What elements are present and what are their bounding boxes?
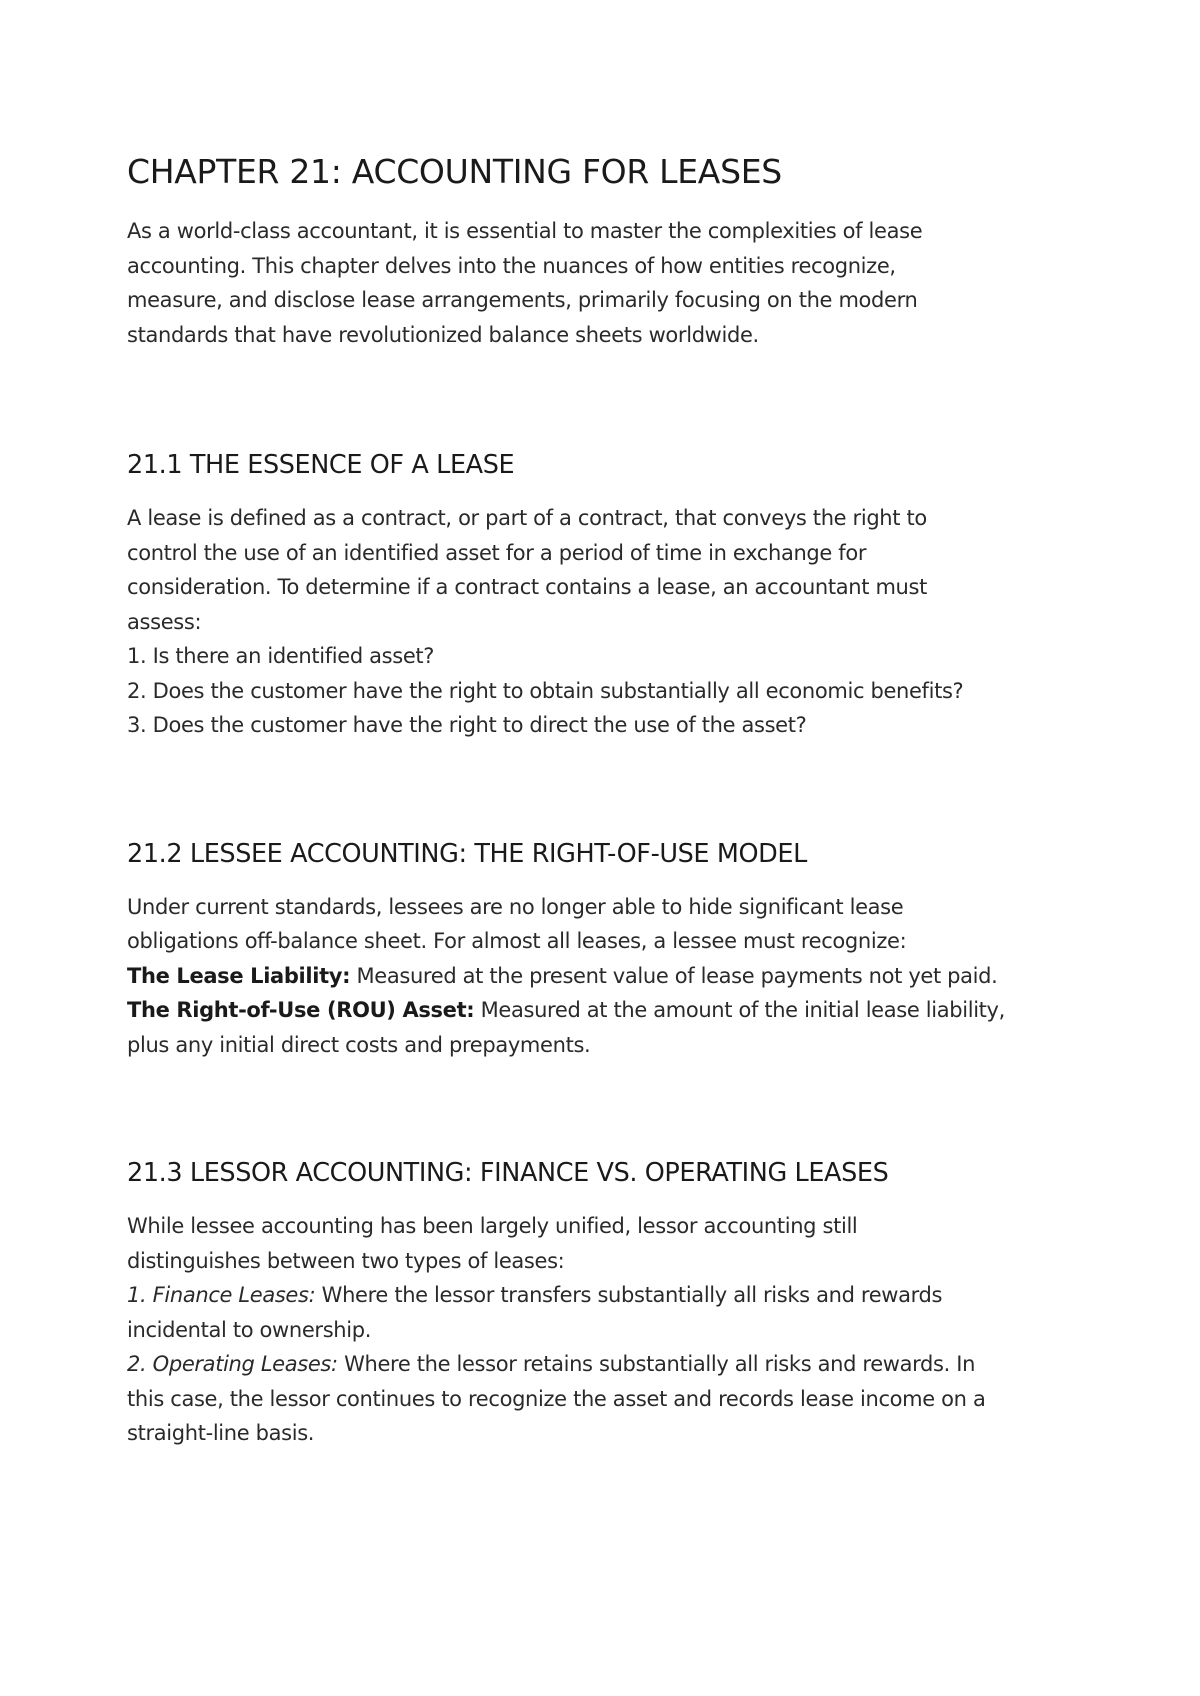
lease-liability-label: The Lease Liability: (127, 963, 351, 988)
section-2-body (127, 890, 1087, 1063)
section-1-body (127, 501, 1087, 743)
section-3-heading: 21.3 LESSOR ACCOUNTING: FINANCE VS. OPERATING LEASES (127, 1158, 889, 1188)
finance-leases-text-continued: incidental to ownership. (127, 1317, 372, 1342)
operating-leases-label: 2. Operating Leases: (127, 1352, 338, 1376)
section-3-line: While lessee accounting has been largely unified, lessor accounting still (127, 1214, 858, 1238)
intro-line: standards that have revolutionized balance sheets worldwide. (127, 322, 759, 347)
section-2-line: obligations off-balance sheet. For almost all leases, a lessee must recognize: (127, 929, 907, 953)
operating-leases-text-continued: straight-line basis. (127, 1421, 315, 1445)
section-2-heading: 21.2 LESSEE ACCOUNTING: THE RIGHT-OF-USE MODEL (127, 838, 807, 869)
finance-leases-item (127, 1278, 1087, 1313)
section-1-heading: 21.1 THE ESSENCE OF A LEASE (127, 450, 515, 480)
rou-asset-text: Measured at the amount of the initial lease liability, (474, 998, 1005, 1022)
rou-asset-label: The Right-of-Use (ROU) Asset: (127, 998, 475, 1022)
rou-asset-text-continued: plus any initial direct costs and prepayments. (127, 1032, 591, 1057)
section-1-question-2: 2. Does the customer have the right to obtain substantially all economic benefits? (127, 678, 964, 703)
rou-asset-item (127, 993, 1087, 1028)
intro-line: accounting. This chapter delves into the nuances of how entities recognize, (127, 253, 896, 278)
section-1-question-1: 1. Is there an identified asset? (127, 644, 435, 668)
finance-leases-label: 1. Finance Leases: (127, 1283, 316, 1307)
section-1-question-3: 3. Does the customer have the right to direct the use of the asset? (127, 713, 807, 737)
intro-line: As a world-class accountant, it is essential to master the complexities of lease (127, 219, 923, 243)
section-1-line: consideration. To determine if a contract contains a lease, an accountant must (127, 575, 927, 599)
section-3-body (127, 1209, 1087, 1451)
section-1-line: control the use of an identified asset for a period of time in exchange for (127, 540, 867, 565)
intro-paragraph (127, 214, 1087, 352)
operating-leases-text-continued: this case, the lessor continues to recognize the asset and records lease income on a (127, 1386, 986, 1411)
lease-liability-item (127, 959, 1087, 994)
finance-leases-text: Where the lessor transfers substantially all risks and rewards (315, 1283, 943, 1307)
chapter-title: CHAPTER 21: ACCOUNTING FOR LEASES (127, 152, 782, 191)
section-1-line: A lease is defined as a contract, or part of a contract, that conveys the right to (127, 506, 927, 530)
section-2-line: Under current standards, lessees are no longer able to hide significant lease (127, 894, 904, 919)
lease-liability-text: Measured at the present value of lease payments not yet paid. (350, 963, 998, 988)
operating-leases-text: Where the lessor retains substantially all risks and rewards. In (337, 1352, 976, 1376)
intro-line: measure, and disclose lease arrangements, primarily focusing on the modern (127, 288, 918, 312)
section-1-line: assess: (127, 609, 202, 634)
section-3-line: distinguishes between two types of leases: (127, 1248, 565, 1273)
operating-leases-item (127, 1347, 1087, 1382)
document-content (127, 150, 1087, 1451)
